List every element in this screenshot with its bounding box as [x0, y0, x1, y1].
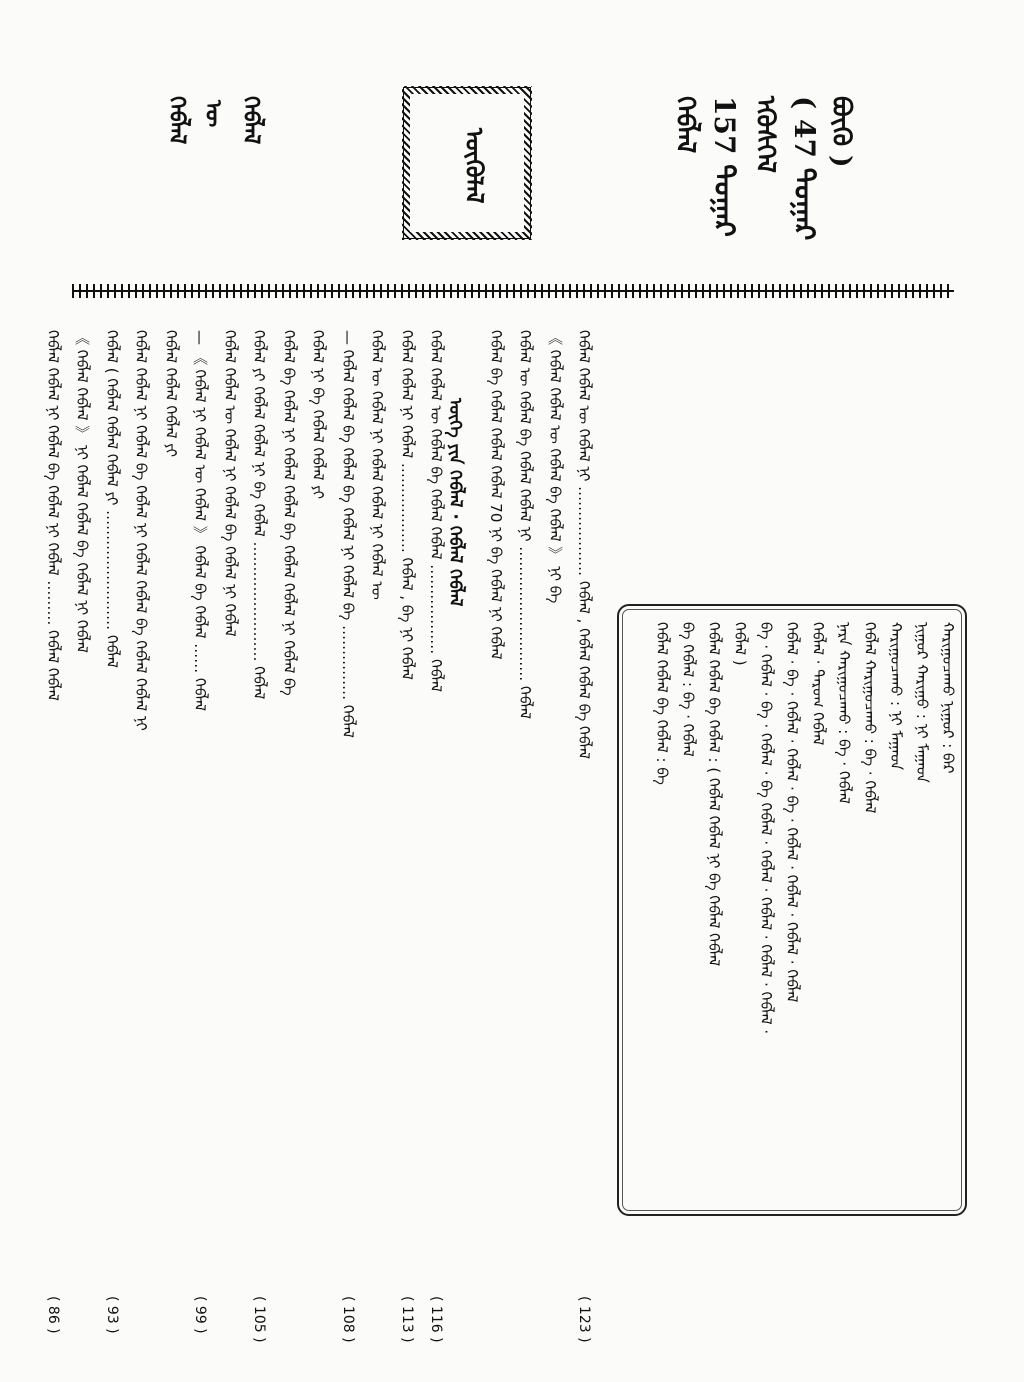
toc-entry[interactable]: ᠬᠡᠪᠯᠡᠯ ᠪᠠ ᠬᠡᠪᠯᠡᠯ ᠬᠡᠪᠯᠡᠯ ᠬᠡᠪᠯᠡᠯ 70 ᠨᠢ ᠪᠠ ᠬᠡᠪᠯᠡᠯ ᠨᠢ ᠬᠡᠪᠯᠡᠯ [487, 330, 505, 660]
toc-entry[interactable]: ᠬᠡᠪᠯᠡᠯ ᠬᠡᠪᠯᠡᠯ ᠦ ᠬᠡᠪᠯᠡᠯ ᠨᠢ ……………… ᠬᠡᠪᠯᠡᠯ , ᠬᠡᠪᠯᠡᠯ ᠬᠡᠪᠯᠡᠯ ᠪᠠ ᠬᠡᠪᠯᠡᠯ [575, 330, 593, 759]
issue-label-col2: ᠡᠭᠦᠰᠭᠡᠯ [750, 96, 780, 173]
info-line: ᠨᠡᠷᠡ ᠬᠠᠷᠢᠭᠤᠴᠠᠬᠤ : ᠪᠠ · ᠬᠡᠪᠯᠡᠯ [835, 622, 853, 804]
info-line: ᠪᠠ · ᠬᠡᠪᠯᠡᠯ · ᠪᠠ · ᠬᠡᠪᠯᠡᠯ · ᠪᠠ ᠬᠡᠪᠯᠡᠯ · ᠬᠡᠪᠯᠡᠯ · ᠬᠡᠪᠯᠡᠯ · ᠬᠡᠪᠯᠡᠯ · ᠬᠡᠪᠯᠡᠯ · [757, 622, 775, 1035]
toc-entry[interactable]: ᠬᠡᠪᠯᠡᠯ ᠶᠢ ᠬᠡᠪᠯᠡᠯ ᠬᠡᠪᠯᠡᠯ ᠨᠢ ᠪᠠ ᠬᠡᠪᠯᠡᠯ …………………… ᠬᠡᠪᠯᠡᠯ [250, 330, 268, 700]
left-header-col2: ᠦ [200, 100, 226, 128]
info-line: ᠬᠡᠪᠯᠡᠯ ᠬᠠᠷᠢᠭᠤᠴᠠᠬᠤ : ᠪᠠ · ᠬᠡᠪᠯᠡᠯ [861, 622, 879, 814]
left-header-col1: ᠬᠡᠪᠯᠡᠯ [238, 96, 264, 145]
toc-entry[interactable]: ᠬᠡᠪᠯᠡᠯ ( ᠬᠡᠪᠯᠡᠯ ᠬᠡᠪᠯᠡᠯ ᠬᠡᠪᠯᠡᠯ ᠶᠢ …………………… ᠬᠡᠪᠯᠡᠯ [103, 330, 121, 668]
toc-entry[interactable]: — 《 ᠬᠡᠪᠯᠡᠯ ᠨᠢ ᠬᠡᠪᠯᠡᠯ ᠦ ᠬᠡᠪᠯᠡᠯ 》 ᠬᠡᠪᠯᠡᠯ ᠪᠠ ᠬᠡᠪᠯᠡᠯ …… ᠬᠡᠪᠯᠡᠯ [191, 330, 209, 712]
toc-entry[interactable]: 《 ᠬᠡᠪᠯᠡᠯ ᠬᠡᠪᠯᠡᠯ 》 ᠨᠢ ᠬᠡᠪᠯᠡᠯ ᠬᠡᠪᠯᠡᠯ ᠪᠠ ᠬᠡᠪᠯᠡᠯ ᠨᠢ ᠬᠡᠪᠯᠡᠯ [73, 330, 91, 653]
toc-entry[interactable]: ᠬᠡᠪᠯᠡᠯ ᠬᠡᠪᠯᠡᠯ ᠨᠢ ᠬᠡᠪᠯᠡᠯ ᠪᠠ ᠬᠡᠪᠯᠡᠯ ᠨᠢ ᠬᠡᠪᠯᠡᠯ ᠬᠡᠪᠯᠡᠯ ᠪᠠ ᠬᠡᠪᠯᠡᠯ ᠬᠡᠪᠯᠡᠯ ᠨᠢ [132, 330, 150, 731]
volume-number: 157 ᠳᠤᠭᠠᠷ [708, 96, 741, 237]
info-line: ᠬᠡᠪᠯᠡᠯ ) [731, 622, 749, 666]
toc-page-number: ( 86 ) [45, 1296, 61, 1334]
info-line: ᠬᠡᠪᠯᠡᠯ ᠬᠡᠪᠯᠡᠯ ᠪᠠ ᠬᠡᠪᠯᠡᠯ : ᠪᠠ [653, 622, 671, 785]
toc-entry[interactable]: ᠬᠡᠪᠯᠡᠯ ᠦ ᠬᠡᠪᠯᠡᠯ ᠨᠢ ᠬᠡᠪᠯᠡᠯ ᠬᠡᠪᠯᠡᠯ ᠨᠢ ᠬᠡᠪᠯᠡᠯ ᠦ [368, 330, 386, 600]
toc-page-number: ( 113 ) [399, 1296, 415, 1343]
section-label: ᠦᠭᠦᠯᠡᠯ [460, 128, 488, 204]
toc-entry[interactable]: ᠬᠡᠪᠯᠡᠯ ᠬᠡᠪᠯᠡᠯ ᠬᠡᠪᠯᠡᠯ ᠶᠢ [162, 330, 180, 458]
left-header-col3: ᠬᠡᠪᠯᠡᠯ [164, 96, 190, 145]
toc-heading: ᠦᠭᠡ ᠶᠢᠨ ᠬᠡᠪᠯᠡᠯ · ᠬᠡᠪᠯᠡᠯ ᠬᠡᠪᠯᠡᠯ [445, 398, 465, 607]
info-line: ᠪᠠ ᠬᠡᠪᠯᠡᠯ : ᠪᠠ · ᠬᠡᠪᠯᠡᠯ [679, 622, 697, 757]
info-line: ᠬᠠᠷᠢᠭᠤᠴᠠᠬᠤ : ᠨᠢ ᠮᠠᠭᠠᠳ [887, 622, 905, 770]
decorative-divider [72, 284, 954, 298]
toc-entry[interactable]: ᠬᠡᠪᠯᠡᠯ ᠬᠡᠪᠯᠡᠯ ᠨᠢ ᠬᠡᠪᠯᠡᠯ ……………… ᠬᠡᠪᠯᠡᠯ , ᠪᠠ ᠨᠢ ᠬᠡᠪᠯᠡᠯ [398, 330, 416, 680]
toc-entry[interactable]: ᠬᠡᠪᠯᠡᠯ ᠪᠠ ᠬᠡᠪᠯᠡᠯ ᠨᠢ ᠬᠡᠪᠯᠡᠯ ᠬᠡᠪᠯᠡᠯ ᠪᠠ ᠬᠡᠪᠯᠡᠯ ᠬᠡᠪᠯᠡᠯ ᠨᠢ ᠬᠡᠪᠯᠡᠯ ᠪᠠ [280, 330, 298, 696]
issue-number: ( 47 ᠳᠤᠭᠠᠷ [788, 96, 821, 241]
info-line: ᠬᠠᠷᠢᠭᠤᠴᠠᠬᠤ ᠨᠢᠭᠤᠷ : ᠪᠠᠷ [939, 622, 957, 774]
toc-page-number: ( 93 ) [104, 1296, 120, 1334]
toc-entry[interactable]: ᠬᠡᠪᠯᠡᠯ ᠬᠡᠪᠯᠡᠯ ᠦ ᠬᠡᠪᠯᠡᠯ ᠪᠠ ᠬᠡᠪᠯᠡᠯ ᠬᠡᠪᠯᠡᠯ ……………… ᠬᠡᠪᠯᠡᠯ [427, 330, 445, 693]
toc-page-number: ( 116 ) [428, 1296, 444, 1343]
info-line: ᠬᠡᠪᠯᠡᠯ · ᠪᠠ · ᠬᠡᠪᠯᠡᠯ · ᠬᠡᠪᠯᠡᠯ · ᠪᠠ · ᠬᠡᠪᠯᠡᠯ · ᠬᠡᠪᠯᠡᠯ · ᠬᠡᠪᠯᠡᠯ · ᠬᠡᠪᠯᠡᠯ [783, 622, 801, 1003]
toc-entry[interactable]: ᠬᠡᠪᠯᠡᠯ ᠬᠡᠪᠯᠡᠯ ᠦ ᠬᠡᠪᠯᠡᠯ ᠨᠢ ᠬᠡᠪᠯᠡᠯ ᠪᠠ ᠬᠡᠪᠯᠡᠯ ᠨᠢ ᠬᠡᠪᠯᠡᠯ [221, 330, 239, 637]
issue-label-col1: ᠪᠦᠬᠦ ) [826, 96, 856, 168]
toc-entry[interactable]: ᠬᠡᠪᠯᠡᠯ ᠬᠡᠪᠯᠡᠯ ᠨᠢ ᠬᠡᠪᠯᠡᠯ ᠪᠠ ᠬᠡᠪᠯᠡᠯ ᠨᠢ ᠬᠡᠪᠯᠡᠯ ……… ᠬᠡᠪᠯᠡᠯ ᠬᠡᠪᠯᠡᠯ [44, 330, 62, 701]
toc-entry[interactable]: — ᠬᠡᠪᠯᠡᠯ ᠬᠡᠪᠯᠡᠯ ᠪᠠ ᠬᠡᠪᠯᠡᠯ ᠪᠠ ᠬᠡᠪᠯᠡᠯ ᠨᠢ ᠬᠡᠪᠯᠡᠯ ᠪᠠ …………… ᠬᠡᠪᠯᠡᠯ [339, 330, 357, 738]
toc-page-number: ( 99 ) [192, 1296, 208, 1334]
info-line: ᠬᠡᠪᠯᠡᠯ ᠬᠡᠪᠯᠡᠯ ᠪᠠ ᠬᠡᠪᠯᠡᠯ : ( ᠬᠡᠪᠯᠡᠯ ᠬᠡᠪᠯᠡᠯ ᠨᠢ ᠪᠠ ᠬᠡᠪᠯᠡᠯ ᠬᠡᠪᠯᠡᠯ [705, 622, 723, 967]
toc-page-number: ( 123 ) [576, 1296, 592, 1343]
toc-page-number: ( 108 ) [340, 1296, 356, 1343]
info-line: ᠬᠡᠪᠯᠡᠯ · ᠳᠠᠷᠤᠭ ᠬᠡᠪᠯᠡᠯ [809, 622, 827, 746]
toc-entry[interactable]: 《 ᠬᠡᠪᠯᠡᠯ ᠬᠡᠪᠯᠡᠯ ᠦ ᠬᠡᠪᠯᠡᠯ ᠪᠠ ᠬᠡᠪᠯᠡᠯ 》 ᠨᠢ ᠪᠠ [546, 330, 564, 604]
toc-entry[interactable]: ᠬᠡᠪᠯᠡᠯ ᠨᠢ ᠪᠠ ᠬᠡᠪᠯᠡᠯ ᠬᠡᠪᠯᠡᠯ ᠶᠢ [309, 330, 327, 500]
issue-label-col3: ᠬᠡᠪᠯᠡᠯ [670, 96, 700, 154]
toc-entry[interactable]: ᠬᠡᠪᠯᠡᠯ ᠦ ᠬᠡᠪᠯᠡᠯ ᠪᠠ ᠬᠡᠪᠯᠡᠯ ᠬᠡᠪᠯᠡᠯ ᠨᠢ ……………………… ᠬᠡᠪᠯᠡᠯ [516, 330, 534, 719]
toc-page-number: ( 105 ) [251, 1296, 267, 1343]
info-line: ᠨᠢᠭᠤᠷ ᠬᠠᠷᠢᠭᠤ : ᠨᠢ ᠮᠠᠭᠠᠳ [913, 622, 931, 783]
